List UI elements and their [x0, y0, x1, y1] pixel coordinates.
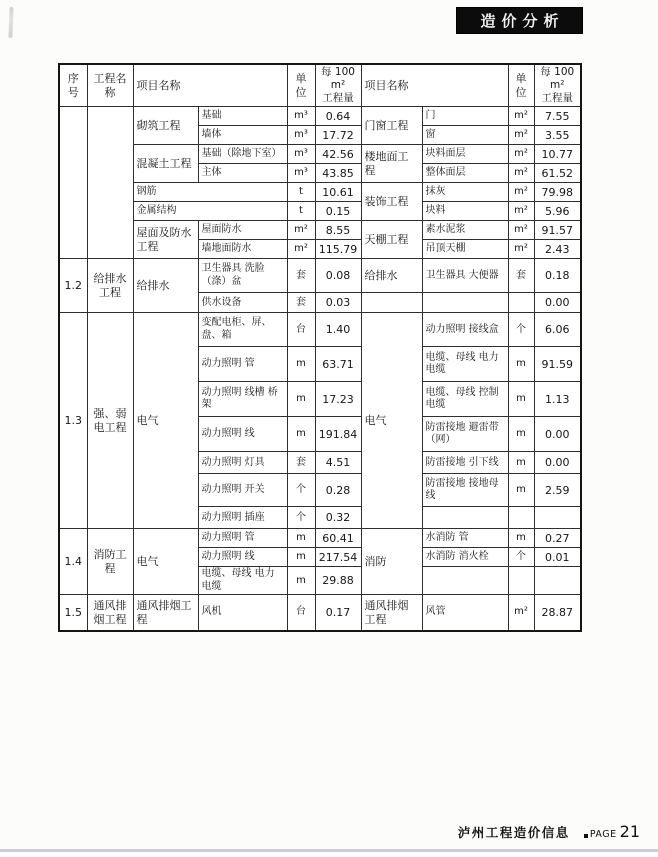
- cell-project: [87, 107, 133, 259]
- cell-qty-right: 61.52: [534, 164, 581, 183]
- cell-item-left: 动力照明 开关: [198, 474, 287, 507]
- cell-qty-right: 0.01: [534, 548, 581, 567]
- cell-qty-left: 60.41: [315, 529, 361, 548]
- cell-item-right: 电缆、母线 控制电缆: [422, 382, 508, 417]
- page-label: PAGE: [589, 829, 617, 840]
- page-number: 21: [619, 822, 640, 841]
- col-header-item-right: 项目名称: [361, 64, 508, 107]
- qty-header-line1: 每 100 m²: [321, 66, 355, 92]
- cell-item-right: 整体面层: [422, 164, 508, 183]
- cell-unit-left: m: [287, 347, 315, 382]
- cell-unit-right: 个: [508, 313, 534, 347]
- cell-unit-left: m³: [287, 164, 315, 183]
- cell-qty-right: 1.13: [534, 382, 581, 417]
- cell-qty-left: 115.79: [315, 240, 361, 259]
- col-header-serial: 序号: [59, 64, 87, 107]
- cell-unit-right: m²: [508, 183, 534, 202]
- cell-unit-right: m²: [508, 240, 534, 259]
- cell-qty-left: 0.15: [315, 202, 361, 221]
- table-row: [59, 313, 581, 347]
- cell-item-left: 动力照明 线: [198, 548, 287, 567]
- badge-label: 造价分析: [480, 12, 565, 30]
- cell-qty-left: 29.88: [315, 567, 361, 595]
- cell-qty-right: 79.98: [534, 183, 581, 202]
- cell-unit-right: [508, 293, 534, 313]
- cell-item-left: 动力照明 线: [198, 417, 287, 452]
- table-header-row: [59, 64, 581, 107]
- cell-serial: 1.2: [59, 259, 87, 313]
- cell-unit-left: m: [287, 548, 315, 567]
- cell-project: 通风排烟工程: [87, 595, 133, 631]
- cell-qty-left: 63.71: [315, 347, 361, 382]
- cell-qty-left: 17.23: [315, 382, 361, 417]
- cell-unit-right: m²: [508, 595, 534, 631]
- cell-group-left: 给排水: [133, 259, 198, 313]
- cell-item-left: 卫生器具 洗脸（涤）盆: [198, 259, 287, 293]
- cell-group-right: 楼地面工程: [361, 145, 422, 183]
- cell-qty-right: 0.00: [534, 293, 581, 313]
- cell-unit-left: 台: [287, 595, 315, 631]
- cell-qty-left: 43.85: [315, 164, 361, 183]
- cell-group-right: 给排水: [361, 259, 422, 293]
- cost-analysis-table: [58, 63, 582, 632]
- cell-item-left: 主体: [198, 164, 287, 183]
- cell-unit-left: m³: [287, 145, 315, 164]
- cell-unit-right: m: [508, 417, 534, 452]
- cell-unit-left: 套: [287, 293, 315, 313]
- cell-item-left: 屋面防水: [198, 221, 287, 240]
- cell-group-right: 消防: [361, 529, 422, 595]
- cell-qty-left: 4.51: [315, 452, 361, 474]
- cell-serial: 1.5: [59, 595, 87, 631]
- cell-qty-left: 0.64: [315, 107, 361, 126]
- cell-group-right: [361, 293, 422, 313]
- cell-qty-right: 2.43: [534, 240, 581, 259]
- cell-unit-right: m²: [508, 164, 534, 183]
- cell-item-right: 块料: [422, 202, 508, 221]
- col-header-unit-right: 单位: [508, 64, 534, 107]
- cell-unit-left: m³: [287, 107, 315, 126]
- cell-group-right: 通风排烟工程: [361, 595, 422, 631]
- cell-item-right: 风管: [422, 595, 508, 631]
- cell-item-left: 墙体: [198, 126, 287, 145]
- cell-serial: 1.4: [59, 529, 87, 595]
- cell-group-right: 门窗工程: [361, 107, 422, 145]
- cell-item-left: 金属结构: [133, 202, 287, 221]
- cell-item-right: 防雷接地 接地母线: [422, 474, 508, 507]
- cell-qty-left: 42.56: [315, 145, 361, 164]
- cell-unit-left: m³: [287, 126, 315, 145]
- cell-item-left: 墙地面防水: [198, 240, 287, 259]
- cell-unit-left: 套: [287, 452, 315, 474]
- cell-group-left: 砌筑工程: [133, 107, 198, 145]
- cell-qty-left: 0.03: [315, 293, 361, 313]
- cell-item-right: 水消防 管: [422, 529, 508, 548]
- cell-unit-right: m: [508, 529, 534, 548]
- cell-qty-left: 1.40: [315, 313, 361, 347]
- cell-qty-left: 0.08: [315, 259, 361, 293]
- cell-qty-right: 10.77: [534, 145, 581, 164]
- table-row: [59, 595, 581, 631]
- cell-unit-right: 套: [508, 259, 534, 293]
- cell-unit-left: m: [287, 382, 315, 417]
- cell-serial: [59, 107, 87, 259]
- cell-item-left: 动力照明 线槽 桥架: [198, 382, 287, 417]
- cell-qty-left: 0.28: [315, 474, 361, 507]
- publication-title: 泸州工程造价信息: [457, 825, 570, 840]
- cell-qty-right: 28.87: [534, 595, 581, 631]
- cell-qty-left: 8.55: [315, 221, 361, 240]
- cell-unit-left: m: [287, 567, 315, 595]
- cell-qty-right: 3.55: [534, 126, 581, 145]
- cell-group-left: 屋面及防水工程: [133, 221, 198, 259]
- scan-smudge-mark: [8, 7, 13, 38]
- cell-item-right: 电缆、母线 电力电缆: [422, 347, 508, 382]
- cell-qty-right: 6.06: [534, 313, 581, 347]
- cell-item-left: 动力照明 管: [198, 347, 287, 382]
- cell-item-left: 基础（除地下室）: [198, 145, 287, 164]
- cell-item-left: 电缆、母线 电力电缆: [198, 567, 287, 595]
- cell-item-right: [422, 567, 508, 595]
- table-row: [59, 183, 581, 202]
- col-header-item-left: 项目名称: [133, 64, 287, 107]
- qty-header-line2: 工程量: [541, 92, 573, 105]
- cell-unit-left: t: [287, 183, 315, 202]
- cell-project: 消防工程: [87, 529, 133, 595]
- cell-unit-left: 个: [287, 507, 315, 529]
- cell-unit-left: 套: [287, 259, 315, 293]
- col-header-project: 工程名称: [87, 64, 133, 107]
- footer-bullet-mark: [584, 834, 588, 838]
- cost-analysis-badge: [456, 7, 583, 34]
- cell-project: 给排水工程: [87, 259, 133, 313]
- cell-qty-right: 0.00: [534, 452, 581, 474]
- cell-item-right: 素水泥浆: [422, 221, 508, 240]
- cell-unit-right: m: [508, 347, 534, 382]
- page-footer: [458, 822, 640, 841]
- cell-item-right: 吊顶天棚: [422, 240, 508, 259]
- cell-item-right: 动力照明 接线盒: [422, 313, 508, 347]
- cell-unit-right: m: [508, 452, 534, 474]
- cell-unit-left: m: [287, 417, 315, 452]
- cell-group-right: 装饰工程: [361, 183, 422, 221]
- qty-header-line2: 工程量: [322, 92, 354, 105]
- cell-item-right: 水消防 消火栓: [422, 548, 508, 567]
- cell-qty-left: 0.32: [315, 507, 361, 529]
- cell-item-right: 窗: [422, 126, 508, 145]
- cell-item-left: 供水设备: [198, 293, 287, 313]
- cell-qty-left: 17.72: [315, 126, 361, 145]
- cell-serial: 1.3: [59, 313, 87, 529]
- cell-item-right: 块料面层: [422, 145, 508, 164]
- cell-qty-right: 0.27: [534, 529, 581, 548]
- cell-item-left: 变配电柜、屏、盘、箱: [198, 313, 287, 347]
- cell-group-right: 天棚工程: [361, 221, 422, 259]
- table-row: [59, 145, 581, 164]
- table-row: [59, 221, 581, 240]
- cell-item-right: [422, 507, 508, 529]
- cell-unit-right: m²: [508, 202, 534, 221]
- cell-unit-right: [508, 567, 534, 595]
- col-header-unit-left: 单位: [287, 64, 315, 107]
- cell-project: 强、弱电工程: [87, 313, 133, 529]
- col-header-qty-left: [315, 64, 361, 107]
- cell-item-right: 防雷接地 避雷带（网）: [422, 417, 508, 452]
- cell-unit-right: m²: [508, 221, 534, 240]
- cell-unit-left: 个: [287, 474, 315, 507]
- cell-unit-left: 台: [287, 313, 315, 347]
- cell-group-left: 通风排烟工程: [133, 595, 198, 631]
- cell-qty-right: 0.00: [534, 417, 581, 452]
- cell-qty-right: [534, 567, 581, 595]
- cell-qty-left: 191.84: [315, 417, 361, 452]
- cell-item-left: 动力照明 插座: [198, 507, 287, 529]
- cell-unit-left: m²: [287, 221, 315, 240]
- cell-qty-right: 91.57: [534, 221, 581, 240]
- cell-item-right: 防雷接地 引下线: [422, 452, 508, 474]
- cell-unit-right: m²: [508, 126, 534, 145]
- cell-item-left: 风机: [198, 595, 287, 631]
- cell-qty-left: 0.17: [315, 595, 361, 631]
- cell-unit-left: m: [287, 529, 315, 548]
- cell-unit-left: t: [287, 202, 315, 221]
- cell-unit-right: 个: [508, 548, 534, 567]
- cell-qty-right: 7.55: [534, 107, 581, 126]
- cell-unit-right: m²: [508, 107, 534, 126]
- cell-item-left: 钢筋: [133, 183, 287, 202]
- cell-qty-left: 217.54: [315, 548, 361, 567]
- cell-unit-right: m: [508, 474, 534, 507]
- table-row: [59, 107, 581, 126]
- cell-item-left: 动力照明 管: [198, 529, 287, 548]
- table-row: [59, 202, 581, 221]
- cell-item-right: 门: [422, 107, 508, 126]
- cell-group-left: 电气: [133, 313, 198, 529]
- qty-header-line1: 每 100 m²: [540, 66, 575, 92]
- cell-unit-right: m: [508, 382, 534, 417]
- cell-group-right: 电气: [361, 313, 422, 529]
- cell-unit-left: m²: [287, 240, 315, 259]
- cell-item-right: [422, 293, 508, 313]
- cell-qty-right: 0.18: [534, 259, 581, 293]
- cell-qty-right: 2.59: [534, 474, 581, 507]
- cell-qty-left: 10.61: [315, 183, 361, 202]
- cell-item-right: 卫生器具 大便器: [422, 259, 508, 293]
- bottom-divider-bar: [0, 849, 658, 852]
- cell-item-left: 动力照明 灯具: [198, 452, 287, 474]
- cell-qty-right: 5.96: [534, 202, 581, 221]
- table-row: [59, 259, 581, 293]
- cell-group-left: 电气: [133, 529, 198, 595]
- cell-unit-right: [508, 507, 534, 529]
- cell-group-left: 混凝土工程: [133, 145, 198, 183]
- cell-qty-right: [534, 507, 581, 529]
- table-row: [59, 529, 581, 548]
- cell-unit-right: m²: [508, 145, 534, 164]
- cell-qty-right: 91.59: [534, 347, 581, 382]
- col-header-qty-right: [534, 64, 581, 107]
- cell-item-left: 基础: [198, 107, 287, 126]
- cell-item-right: 抹灰: [422, 183, 508, 202]
